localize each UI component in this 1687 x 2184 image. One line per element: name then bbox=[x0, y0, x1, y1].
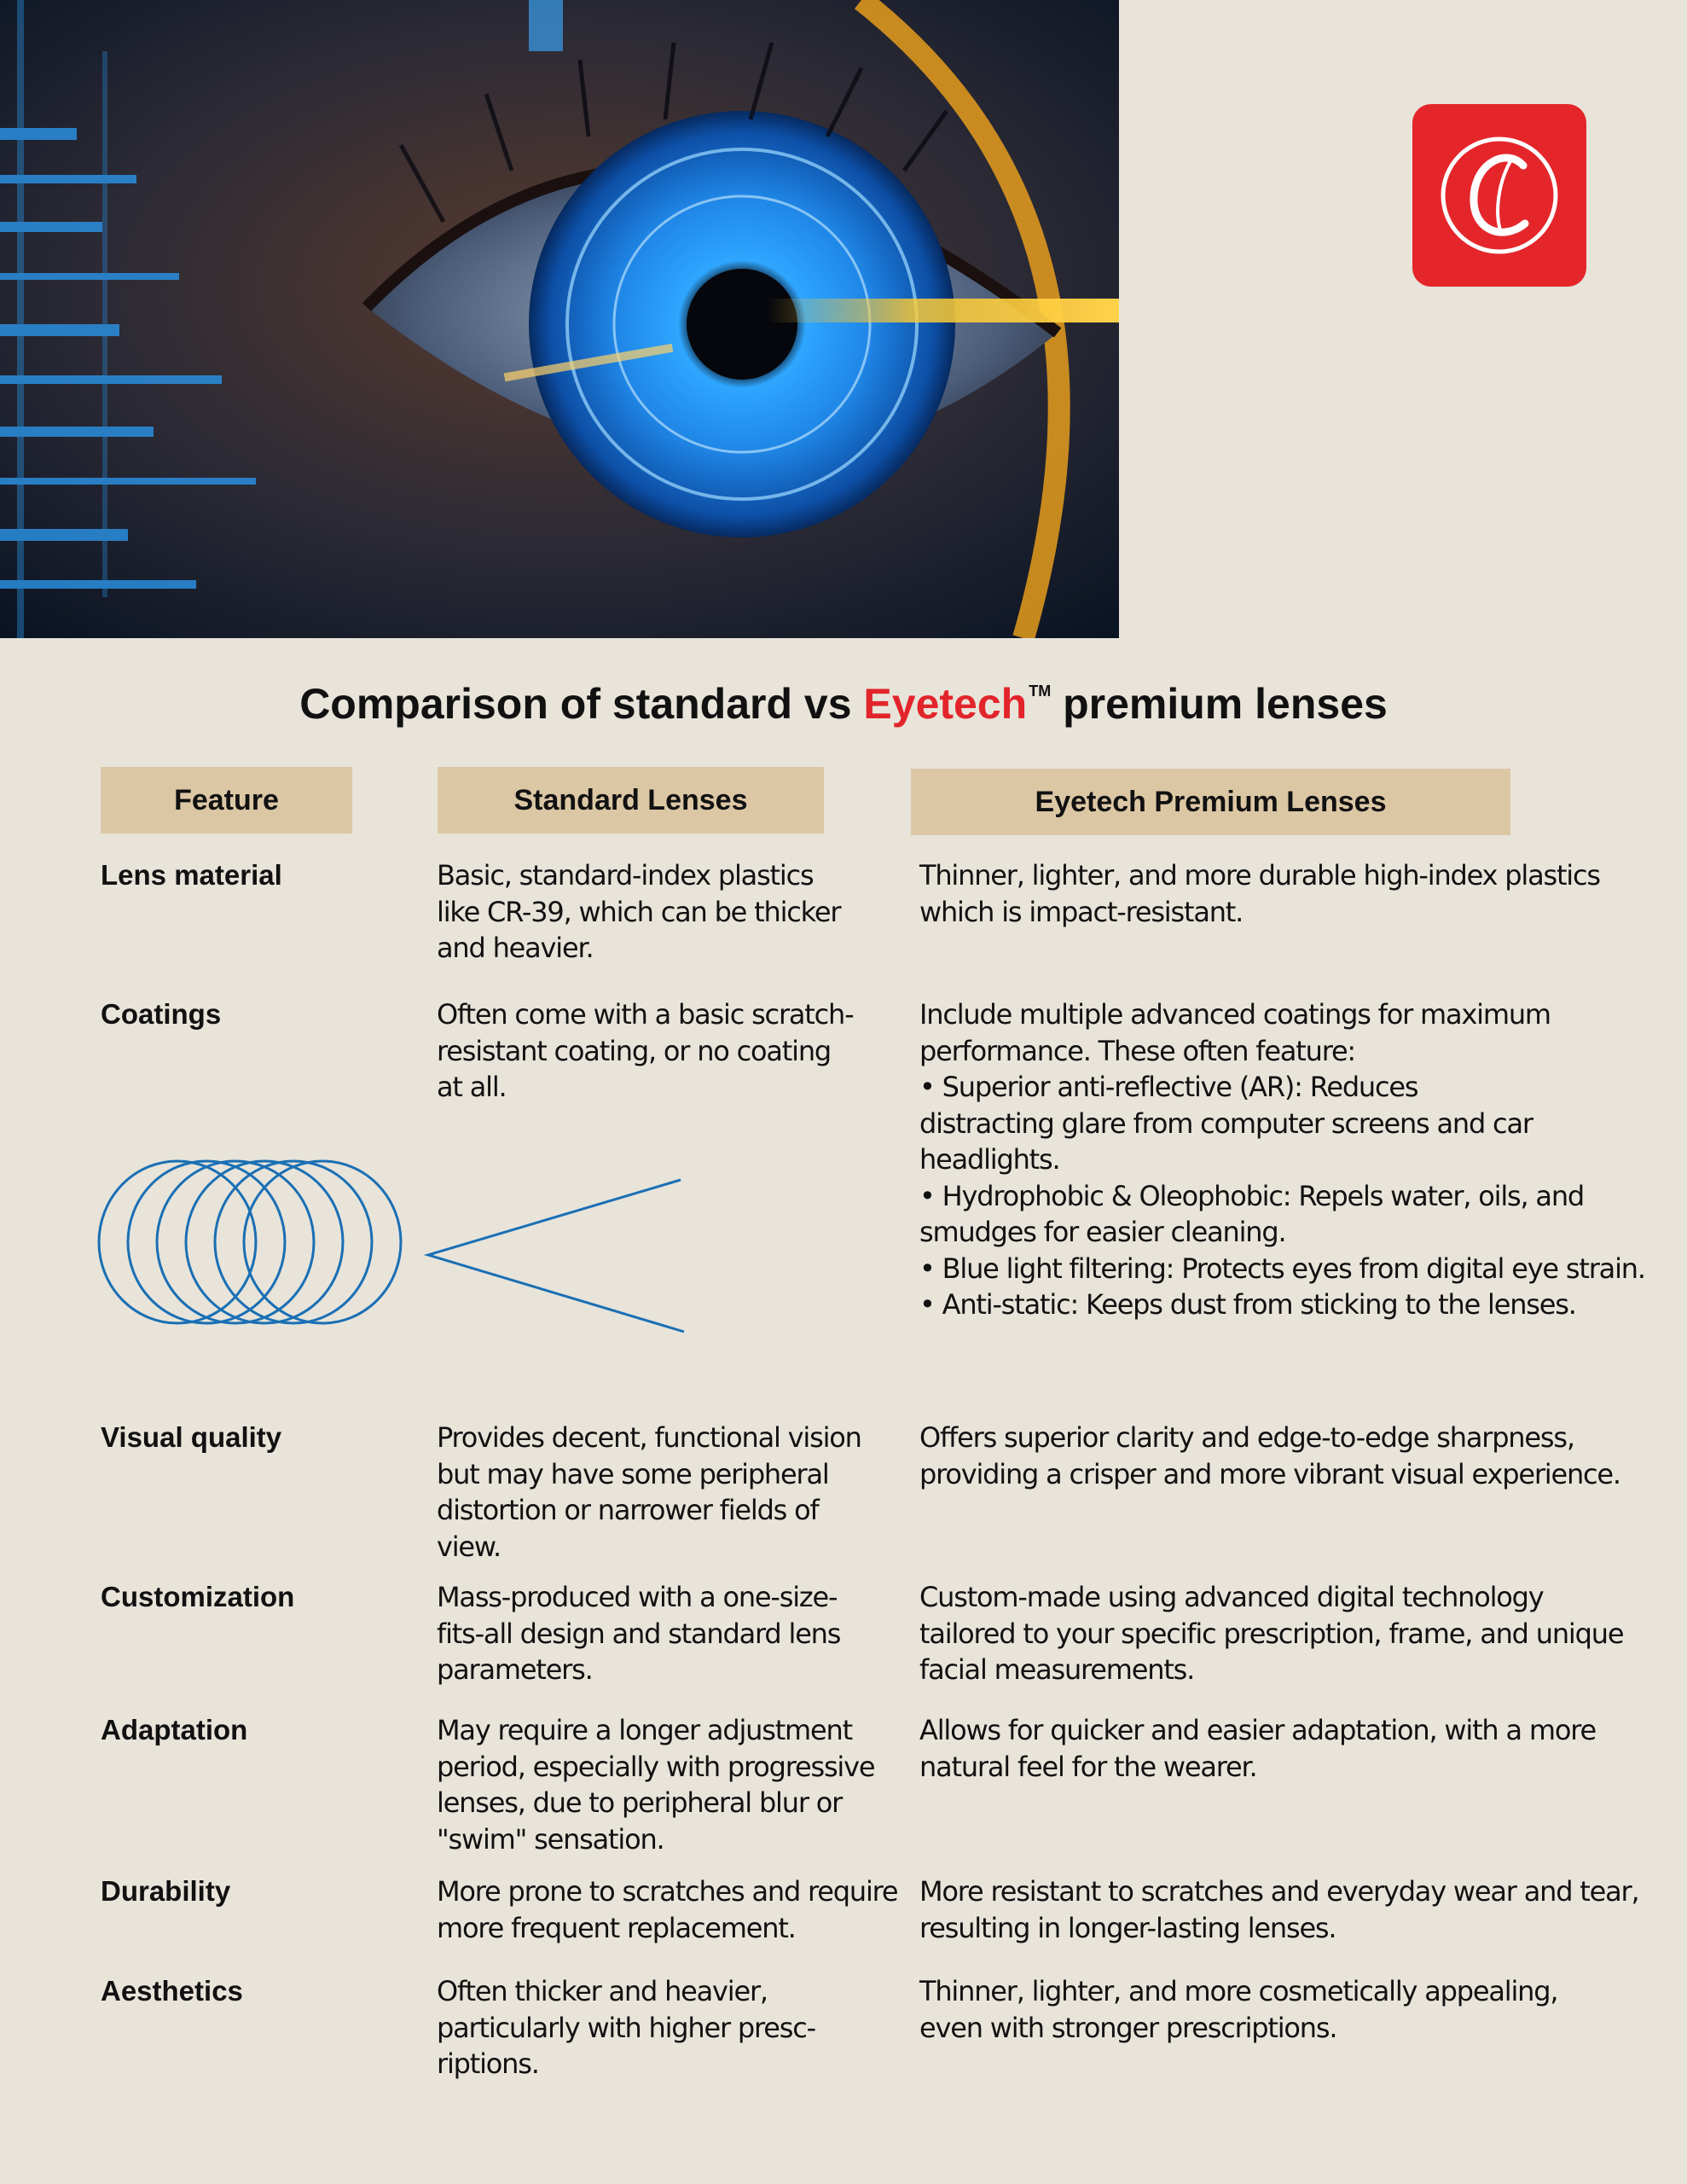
header-feature: Feature bbox=[101, 767, 352, 834]
eye-illustration bbox=[0, 0, 1119, 638]
cell-premium-adaptation: Allows for quicker and easier adaptation, with a more natural feel for the wearer. bbox=[919, 1714, 1596, 1783]
row-label-aesthetics: Aesthetics bbox=[101, 1975, 243, 2007]
cell-premium-customization: Custom-made using advanced digital technology tailored to your specific prescription, frame, and unique facial measurements. bbox=[919, 1581, 1624, 1686]
cell-standard-durability: More prone to scratches and require more frequent replacement. bbox=[437, 1875, 898, 1944]
hero-eye-image bbox=[0, 0, 1119, 638]
cell-standard-coatings: Often come with a basic scratch- resistant coating, or no coating at all. bbox=[437, 998, 854, 1103]
cell-standard-customization: Mass-produced with a one-size- fits-all design and standard lens parameters. bbox=[437, 1581, 841, 1686]
header-premium: Eyetech Premium Lenses bbox=[911, 769, 1510, 835]
ring-5 bbox=[215, 1161, 372, 1323]
ring-6 bbox=[244, 1161, 401, 1323]
title-prefix: Comparison of standard vs bbox=[299, 680, 864, 728]
title-brand: Eyetech bbox=[863, 680, 1028, 728]
wedge-lines bbox=[428, 1180, 684, 1332]
row-label-customization: Customization bbox=[101, 1581, 295, 1612]
row-label-adaptation: Adaptation bbox=[101, 1714, 248, 1745]
cell-standard-aesthetics: Often thicker and heavier, particularly with higher presc- riptions. bbox=[437, 1975, 815, 2080]
row-label-coatings: Coatings bbox=[101, 998, 222, 1030]
cell-premium-coatings: Include multiple advanced coatings for maximum performance. These often feature: • Superior anti-reflective (AR): Reduces distracting glare from computer screens and car headlights. • Hydrophobic & Oleophobic: Repels water, oils, and smudges for easier cleaning. • Blue light filtering: Protects eyes from digital eye strain. • Anti-static: Keeps dust from sticking to the lenses. bbox=[919, 998, 1645, 1321]
row-label-durability: Durability bbox=[101, 1875, 231, 1907]
ring-1 bbox=[99, 1161, 256, 1323]
ring-2 bbox=[128, 1161, 285, 1323]
cell-standard-visual-quality: Provides decent, functional vision but may have some peripheral distortion or narrower fields of view. bbox=[437, 1421, 861, 1563]
cell-premium-lens-material: Thinner, lighter, and more durable high-index plastics which is impact-resistant. bbox=[919, 859, 1600, 928]
header-standard: Standard Lenses bbox=[438, 767, 824, 834]
cell-premium-visual-quality: Offers superior clarity and edge-to-edge sharpness, providing a crisper and more vibrant visual experience. bbox=[919, 1421, 1620, 1490]
row-label-lens-material: Lens material bbox=[101, 859, 282, 891]
ring-3 bbox=[157, 1161, 314, 1323]
cell-premium-aesthetics: Thinner, lighter, and more cosmetically appealing, even with stronger prescriptions. bbox=[919, 1975, 1558, 2044]
ring-4 bbox=[186, 1161, 343, 1323]
cell-standard-adaptation: May require a longer adjustment period, especially with progressive lenses, due to peripheral blur or "swim" sensation. bbox=[437, 1714, 875, 1856]
cell-premium-durability: More resistant to scratches and everyday wear and tear, resulting in longer-lasting lenses. bbox=[919, 1875, 1639, 1944]
title-suffix: premium lenses bbox=[1051, 680, 1388, 728]
title-trademark: TM bbox=[1029, 682, 1052, 700]
page-title bbox=[0, 679, 1687, 729]
row-label-visual-quality: Visual quality bbox=[101, 1421, 282, 1453]
cell-standard-lens-material: Basic, standard-index plastics like CR-39, which can be thicker and heavier. bbox=[437, 859, 841, 964]
brand-logo bbox=[1412, 104, 1586, 287]
script-c-logo-icon bbox=[1412, 104, 1586, 287]
lens-rings-diagram bbox=[94, 1152, 691, 1348]
